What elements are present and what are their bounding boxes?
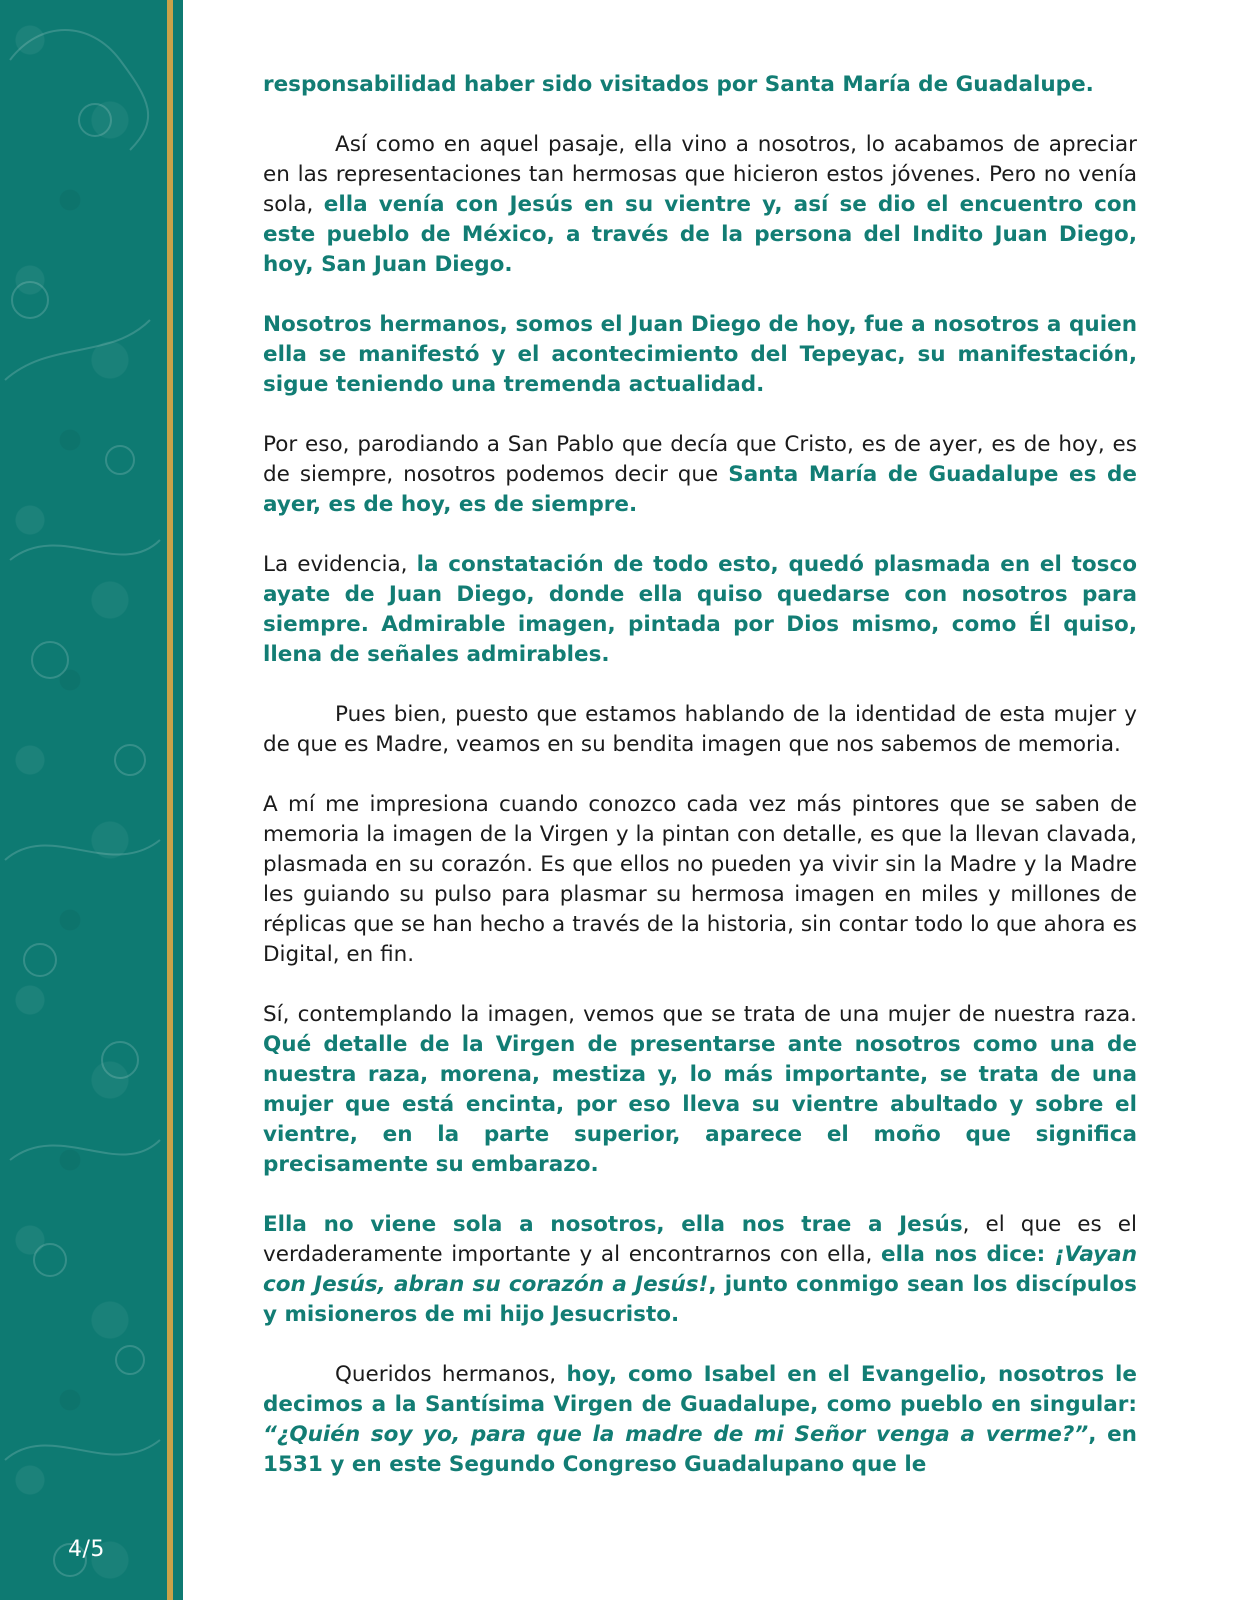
text-run: Así como en aquel pasaje, ella vino a nosotros, lo acabamos de apreciar en las representaciones tan hermosas que hicieron estos jóvenes. Pero no venía sola, [263,132,1137,217]
paragraph [263,70,1137,100]
highlighted-text-run: responsabilidad haber sido visitados por Santa María de Guadalupe. [263,72,1094,97]
highlighted-text-run: ella venía con Jesús en su vientre y, así se dio el encuentro con este pueblo de México, a través de la persona del Indito Juan Diego, hoy, San Juan Diego. [263,192,1137,277]
paragraph [263,1360,1137,1480]
highlighted-text-run: Santa María de Guadalupe es de ayer, es de hoy, es de siempre. [263,462,1137,517]
text-run: , el que es el verdaderamente importante y al encontrarnos con ella, [263,1212,1137,1267]
text-run: A mí me impresiona cuando conozco cada vez más pintores que se saben de memoria la imagen de la Virgen y la pintan con detalle, es que la llevan clavada, plasmada en su corazón. Es que ellos no pueden ya vivir sin la Madre y la Madre les guiando su pulso para plasmar su hermosa imagen en miles y millones de réplicas que se han hecho a través de la historia, sin contar todo lo que ahora es Digital, en fin. [263,792,1137,967]
text-run: Queridos hermanos, [335,1362,567,1387]
text-run: Sí, contemplando la imagen, vemos que se trata de una mujer de nuestra raza. [263,1002,1137,1027]
text-run: Pues bien, puesto que estamos hablando de la identidad de esta mujer y de que es Madre, veamos en su bendita imagen que nos sabemos de memoria. [263,702,1137,757]
highlighted-text-run: Ella no viene sola a nosotros, ella nos trae a Jesús [263,1212,963,1237]
highlighted-text-run: la constatación de todo esto, quedó plasmada en el tosco ayate de Juan Diego, donde ella quiso quedarse con nosotros para siempre. Admirable imagen, pintada por Dios mismo, como Él quiso, llena de señales admirables. [263,552,1137,667]
highlighted-text-run: Nosotros hermanos, somos el Juan Diego de hoy, fue a nosotros a quien ella se manifestó y el acontecimiento del Tepeyac, su manifestación, sigue teniendo una tremenda actualidad. [263,312,1137,397]
paragraph [263,310,1137,400]
page-number: 4/5 [68,1537,105,1562]
paragraph [263,130,1137,280]
teal-divider [173,0,183,1600]
document-body [263,70,1137,1510]
highlighted-text-run: “¿Quién soy yo, para que la madre de mi Señor venga a verme?” [263,1422,1089,1447]
decorative-sidebar [0,0,167,1600]
highlighted-text-run: hoy, como Isabel en el Evangelio, nosotros le decimos a la Santísima Virgen de Guadalupe, como pueblo en singular: [263,1362,1138,1417]
highlighted-text-run: ella nos dice: [881,1242,1055,1267]
paragraph [263,550,1137,670]
paragraph [263,1210,1137,1330]
text-run: La evidencia, [263,552,417,577]
highlighted-text-run: Qué detalle de la Virgen de presentarse ante nosotros como una de nuestra raza, morena, mestiza y, lo más importante, se trata de una mujer que está encinta, por eso lleva su vientre abultado y sobre el vientre, en la parte superior, aparece el moño que significa precisamente su embarazo. [263,1032,1137,1177]
highlighted-text-run: , junto conmigo sean los discípulos y misioneros de mi hijo Jesucristo. [263,1272,1137,1327]
paragraph [263,1000,1137,1180]
text-run: Por eso, parodiando a San Pablo que decía que Cristo, es de ayer, es de hoy, es de siempre, nosotros podemos decir que [263,432,1137,487]
paragraph [263,700,1137,760]
floral-pattern [0,0,167,1600]
paragraph [263,430,1137,520]
highlighted-text-run: , en 1531 y en este Segundo Congreso Guadalupano que le [263,1422,1137,1477]
paragraph [263,790,1137,970]
highlighted-text-run: ¡Vayan con Jesús, abran su corazón a Jesús! [263,1242,1137,1297]
